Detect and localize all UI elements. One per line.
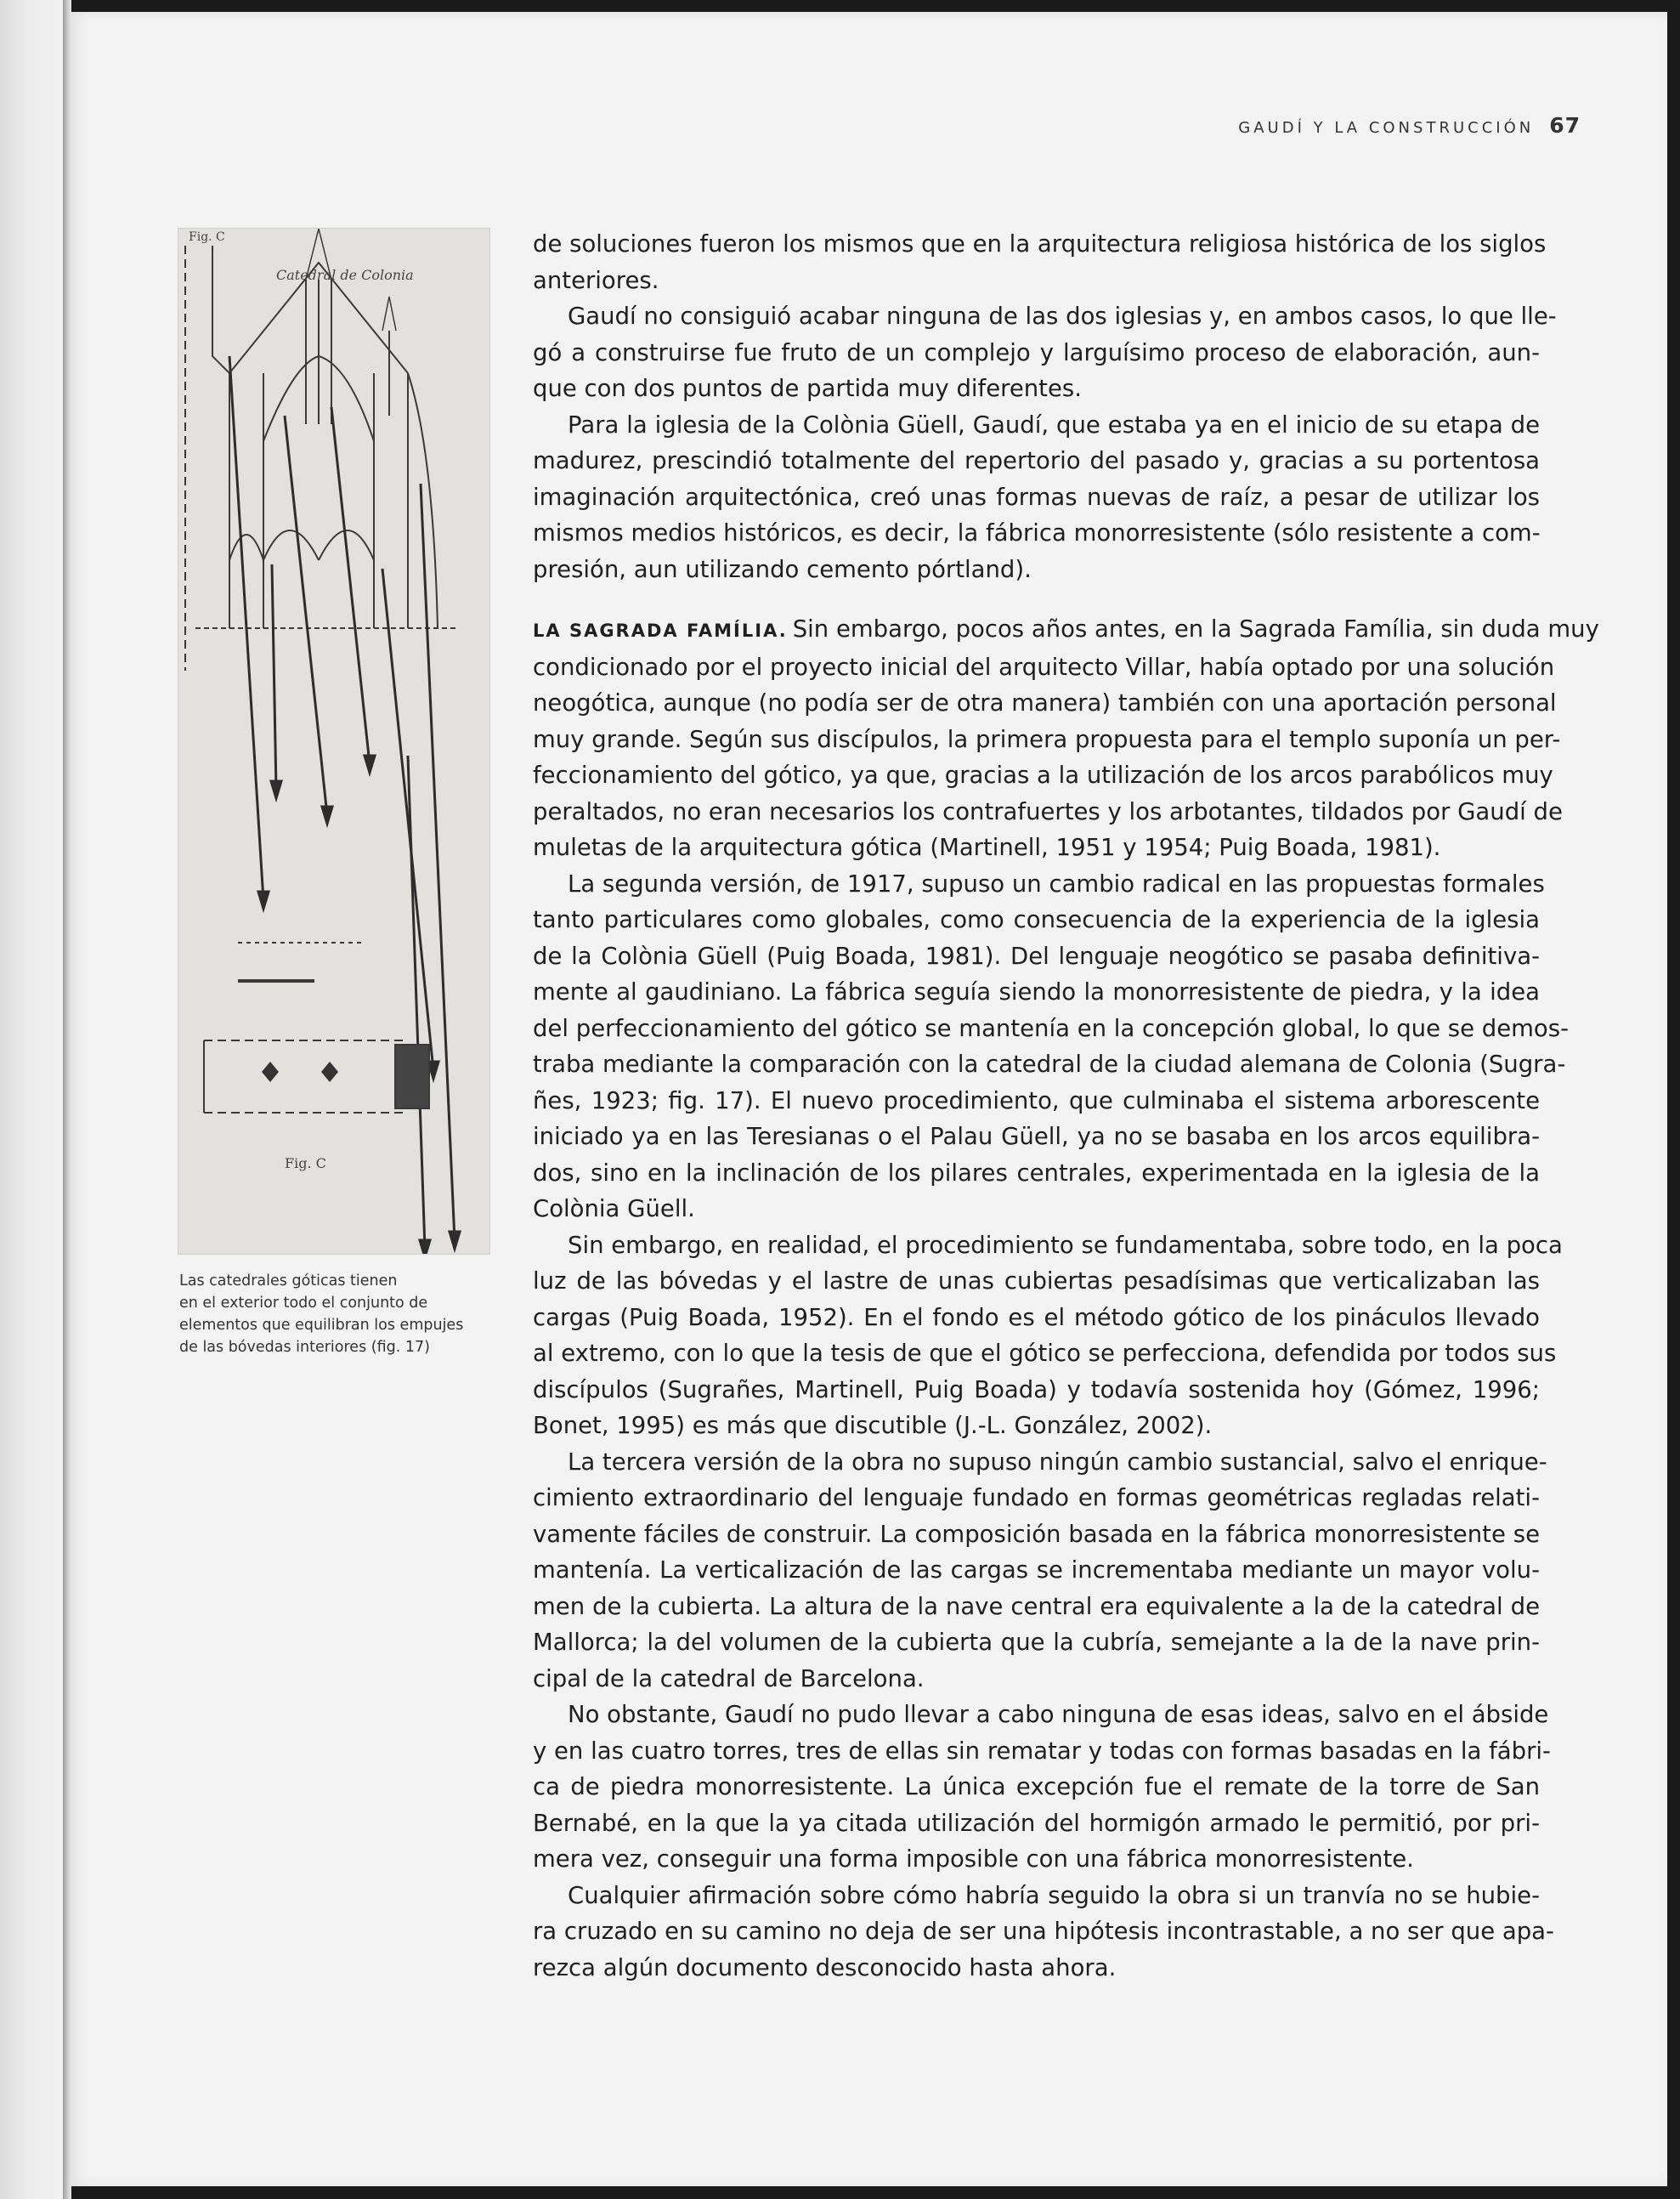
section-paragraph xyxy=(533,1444,1547,1697)
text-line: de la Colònia Güell (Puig Boada, 1981). Del lenguaje neogótico se pasaba definitiva- xyxy=(533,942,1540,970)
text-line: Colònia Güell. xyxy=(533,1195,695,1222)
section-first-paragraph xyxy=(533,649,1563,866)
page-gutter xyxy=(63,0,71,2199)
caption-line: en el exterior todo el conjunto de xyxy=(179,1295,428,1312)
sagrada-familia-section xyxy=(533,611,1599,1986)
text-line: neogótica, aunque (no podía ser de otra manera) también con una aportación personal xyxy=(533,689,1557,717)
text-line: Cualquier afirmación sobre cómo habría seguido la obra si un tranvía no se hubie- xyxy=(568,1881,1540,1909)
text-line: Gaudí no consiguió acabar ninguna de las dos iglesias y, en ambos casos, lo que lle- xyxy=(568,303,1557,330)
text-line: No obstante, Gaudí no pudo llevar a cabo ninguna de esas ideas, salvo en el ábside xyxy=(568,1701,1549,1728)
figure-drawing-title: Catedral de Colonia xyxy=(276,267,414,283)
text-line: gó a construirse fue fruto de un complejo y larguísimo proceso de elaboración, aun- xyxy=(533,338,1540,366)
running-title: GAUDÍ Y LA CONSTRUCCIÓN xyxy=(1238,119,1535,137)
text-line: imaginación arquitectónica, creó unas formas nuevas de raíz, a pesar de utilizar los xyxy=(533,483,1540,511)
figure-tag: Fig. C xyxy=(189,230,225,244)
section-paragraph xyxy=(533,1227,1563,1444)
intro-paragraphs xyxy=(533,226,1557,587)
section-heading: LA SAGRADA FAMÍLIA. xyxy=(533,621,788,641)
text-line: Sin embargo, en realidad, el procedimiento se fundamentaba, sobre todo, en la poca xyxy=(568,1231,1563,1259)
section-paragraph xyxy=(533,1878,1554,1986)
text-line: condicionado por el proyecto inicial del arquitecto Villar, había optado por una solución xyxy=(533,653,1555,681)
section-first-paragraph xyxy=(533,649,1563,866)
caption-line: Las catedrales góticas tienen xyxy=(179,1272,398,1289)
text-line: tanto particulares como globales, como consecuencia de la experiencia de la iglesia xyxy=(533,906,1540,933)
text-line: cimiento extraordinario del lenguaje fundado en formas geométricas regladas relati- xyxy=(533,1484,1540,1511)
text-line: Mallorca; la del volumen de la cubierta que la cubría, semejante a la de la nave prin- xyxy=(533,1629,1540,1656)
section-first-line xyxy=(533,611,1599,649)
text-line: cargas (Puig Boada, 1952). En el fondo es el método gótico de los pináculos llevado xyxy=(533,1303,1540,1331)
text-line: y en las cuatro torres, tres de ellas sin rematar y todas con formas basadas en la fábri- xyxy=(533,1737,1551,1765)
section-paragraph xyxy=(533,866,1569,1227)
text-line: Bonet, 1995) es más que discutible (J.-L. González, 2002). xyxy=(533,1412,1213,1439)
intro-paragraph xyxy=(533,226,1547,298)
text-line: al extremo, con lo que la tesis de que el gótico se perfecciona, defendida por todos sus xyxy=(533,1340,1557,1367)
text-line: que con dos puntos de partida muy diferentes. xyxy=(533,375,1082,402)
text-line: Bernabé, en la que la ya citada utilización del hormigón armado le permitió, por pri- xyxy=(533,1809,1540,1837)
figure-label: Fig. C xyxy=(285,1155,326,1171)
text-line: discípulos (Sugrañes, Martinell, Puig Boada) y todavía sostenida hoy (Gómez, 1996; xyxy=(533,1375,1540,1403)
text-line: ñes, 1923; fig. 17). El nuevo procedimiento, que culminaba el sistema arborescente xyxy=(533,1086,1540,1114)
text-line: muy grande. Según sus discípulos, la primera propuesta para el templo suponía un per- xyxy=(533,725,1561,753)
article-body xyxy=(533,226,1599,1986)
text-line: dos, sino en la inclinación de los pilares centrales, experimentada en la iglesia de la xyxy=(533,1159,1540,1187)
text-line: traba mediante la comparación con la catedral de la ciudad alemana de Colonia (Sugra- xyxy=(533,1051,1566,1078)
page-number: 67 xyxy=(1549,113,1581,138)
section-paragraph xyxy=(533,1697,1551,1878)
intro-paragraph xyxy=(533,298,1557,407)
previous-page-edge xyxy=(0,0,68,2199)
text-line: rezca algún documento desconocido hasta ahora. xyxy=(533,1953,1117,1981)
text-line: de soluciones fueron los mismos que en la arquitectura religiosa histórica de los siglos xyxy=(533,230,1547,258)
text-line: mera vez, conseguir una forma imposible con una fábrica monorresistente. xyxy=(533,1845,1414,1873)
text-line: muletas de la arquitectura gótica (Martinell, 1951 y 1954; Puig Boada, 1981). xyxy=(533,834,1441,861)
text-line: mismos medios históricos, es decir, la fábrica monorresistente (sólo resistente a com- xyxy=(533,519,1541,547)
text-line: madurez, prescindió totalmente del repertorio del pasado y, gracias a su portentosa xyxy=(533,447,1540,474)
text-line: peraltados, no eran necesarios los contrafuertes y los arbotantes, tildados por Gaudí de xyxy=(533,797,1563,825)
text-line: presión, aun utilizando cemento pórtland). xyxy=(533,555,1032,583)
text-line: feccionamiento del gótico, ya que, gracias a la utilización de los arcos parabólicos muy xyxy=(533,762,1553,789)
section-gap xyxy=(533,587,1540,611)
text-line: del perfeccionamiento del gótico se mantenía en la concepción global, lo que se demos- xyxy=(533,1014,1569,1042)
text-line: men de la cubierta. La altura de la nave central era equivalente a la de la catedral de xyxy=(533,1592,1540,1620)
cathedral-section-drawing xyxy=(178,229,489,1254)
cathedral-section-figure xyxy=(178,228,490,1255)
caption-line: de las bóvedas interiores (fig. 17) xyxy=(179,1339,430,1356)
caption-line: elementos que equilibran los empujes xyxy=(179,1317,464,1334)
text-line: cipal de la catedral de Barcelona. xyxy=(533,1664,925,1692)
text-line: anteriores. xyxy=(533,266,659,294)
section-first-line-text: Sin embargo, pocos años antes, en la Sagrada Família, sin duda muy xyxy=(792,615,1599,643)
intro-paragraph xyxy=(533,407,1540,588)
text-line: ca de piedra monorresistente. La única excepción fue el remate de la torre de San xyxy=(533,1773,1540,1800)
text-line: La tercera versión de la obra no supuso ningún cambio sustancial, salvo el enrique- xyxy=(568,1448,1547,1476)
text-line: vamente fáciles de construir. La composición basada en la fábrica monorresistente se xyxy=(533,1520,1540,1548)
section-paragraphs xyxy=(533,866,1569,1986)
text-line: mente al gaudiniano. La fábrica seguía siendo la monorresistente de piedra, y la idea xyxy=(533,978,1540,1006)
text-line: La segunda versión, de 1917, supuso un cambio radical en las propuestas formales xyxy=(568,870,1545,898)
figure-caption xyxy=(179,1270,494,1358)
text-line: luz de las bóvedas y el lastre de unas cubiertas pesadísimas que verticalizaban las xyxy=(533,1267,1540,1295)
text-line: Para la iglesia de la Colònia Güell, Gaudí, que estaba ya en el inicio de su etapa de xyxy=(568,411,1540,439)
running-header xyxy=(1238,113,1581,138)
text-line: ra cruzado en su camino no deja de ser una hipótesis incontrastable, a no ser que apa- xyxy=(533,1918,1554,1945)
text-line: mantenía. La verticalización de las cargas se incrementaba mediante un mayor volu- xyxy=(533,1556,1540,1584)
text-line: iniciado ya en las Teresianas o el Palau Güell, ya no se basaba en los arcos equilibra- xyxy=(533,1123,1540,1150)
